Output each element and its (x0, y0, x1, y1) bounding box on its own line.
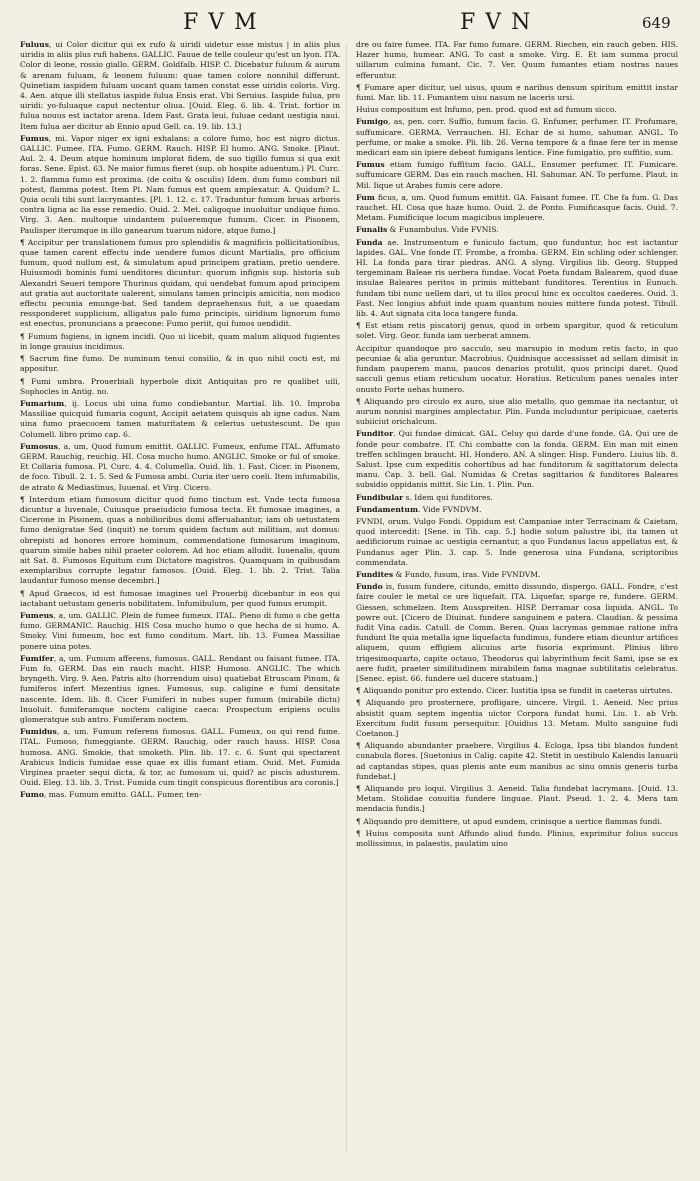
entry-lemma: Fundites (356, 569, 394, 579)
dictionary-entry (20, 727, 340, 788)
entry-text: , a, um. Fumum afferens, fumosus. GALL. Rendant ou faisant fumee. ITA. Fum fo. GERM. Das ein rauch macht. HISP. Humoso. ANGLIC. The which bryngeth. Virg. 9. Aen. Patris alto (horrendum uisu) quatiebat Etruscam Pinum, & fumiferos infert Mezentius ignes. Fumosus, sup. caligine e fumi densitate nascente. Idem. lib. 8. Cicer Fumiferi in nubes super fumum (mirabile dictu) Inuoluit. fumiferamque noctem caligine caeca: Prospectum eripiens oculis glomeratque sub antro. Fumiferam noctem. (20, 653, 340, 724)
entry-lemma: Fumidus (20, 727, 57, 737)
entry-text: ¶ Interdum etiam fumosum dicitur quod fumo tinctum est. Vnde tecta fumosa dicuntur a Iuvenale, Cuiusque praeiudicio fumosa tecta. Et fumosae imagines, a Cicerone in Pisonem, quas a nobilioribus domi afferuabantur, iam ob uetustatem fumo denigratae Sed (inquit) ne torum quidem factum aut militiam, aut domus: obrepisti ad honores errore hominum, commendatione fumosarum imaginum, quarum simile habes nihil praeter colorem. Ad hoc etiam alludit. Iuuenalis, quum ait Sat. 8. Fumosos Equitum cum Dictatore magistros. Quamquam in quibusdam exemplaribus corrupte legatur famosos. [Ouid. Eleg. 1. lib. 2. Trist. Talia laudantur fumoso mense decembri.] (20, 494, 340, 586)
entry-text: ¶ Fumare aper dicitur, uel uisus, quum e naribus densum spiritum emittit instar fumi. Mar. lib. 11. Fumantem uisu nasum ne laceris ursi. (356, 82, 678, 103)
running-header (0, 10, 700, 40)
entry-text: , a, um. GALLIC. Plein de fumee fumeux. ITAL. Pieno di fumo o che getta fumo. GERMANIC. Rauchig. HIS Cosa mucho humo o que hecha de si humo. A. Smoky. Vini fumeum, hoc est fumo conditum. Mart. lib. 13. Fumea Massiliae ponere uina potes. (20, 610, 340, 651)
dictionary-entry (356, 225, 678, 235)
entry-text: FVNDI, orum. Vulgo Fondi. Oppidum est Campaniae inter Terracinam & Caietam, quod intercedit: [Sene. in Tib. cap. 5.] hodie solum palustre ibi, ita tamen ut aedificiorum ruinae ac uestigia cernantur, a quo Fundanus lacus appellatus est, & Fundanus ager Plin. 3. cap. 5. Inde generosa uina Fundana, scriptoribus commendata. (356, 516, 678, 567)
entry-text: dre ou faire fumee. ITA. Far fumo fumare. GERM. Riechen, ein rauch geben. HIS. Hazer humo, humear. ANG. To cast a smoke. Virg. E. Et iam summa procul uillarum culmina fumant. Cic. 7. Ver. Quum fumantes etiam nostras naues efferuntur. (356, 40, 678, 80)
entry-text: ¶ Accipitur per translationem fumus pro splendidis & magnificis pollicitationibus, quae tamen carent effectu inde uendere fumos dicunt Martialis, pro officium fumum, quod nullum est, & simulatum apud principem gratiam, pretio uendere. Huiusmodi hominis fumi uenditores dicuntur: quorum infignis sup. historia sub Alexandri Seueri tempore Thurinus quidam, qui uendebat fumum apud principem aut gratia aut auctoritate ualerent, simulans tamen principis amicitia, non modico effectu pecunia emunge-bat. Sed tandem depraehensus fuit, a ue quaedam ressponderet supplicium, alligatus palo fumo principis, uiridium lignorum fumo est enectus, pronuncians a praecone: Fumo periit, qui fumos uendidit. (20, 237, 340, 329)
entry-text: ¶ Huius composita sunt Affundo aliud fundo. Plinius, exprimitur folius succus mollissimus, in palaestis, paulatim uino (356, 828, 678, 849)
dictionary-entry (20, 589, 340, 609)
entry-lemma: Fumus (356, 160, 385, 170)
dictionary-entry (356, 193, 678, 224)
entry-text: , a, um, Quod fumum emittit. GALLIC. Fumeux, enfume ITAL. Affumato GERM. Rauchig, reuchig. HI. Cosa mucho humo. ANGLIC. Smoke or ful of smoke. Et Collaria fumosa. Pl. Curc. 4. 4. Columella. Ouid. lib. 1. Fast. Cicer. in Pisonem, de foco. Tibull. 2. 1. 5. Sed & Fumosa ambi. Curia iter uero coeli. Item infumabilis, de atrato & Mediastinus, Iuuenal. et Virg. Cicero. (20, 441, 340, 492)
entry-text: is, fusum fundere, citundo, emitto dissundo, dispergo. GALL. Fondre, c'est faire couler le metal ce ure liquefait. ITA. Liquefar, sparge re, fundere. GERM. Giessen, schmelzen. Item Ausspreiten. HISP. Derramar cosa liquida. ANGL. To powre out. [Cicero de Diuinat. fundere sanguinem e patera. Claudian. & pessima fudit Vina cadis. Catull. de Comm. Beren. Quas lacrymas gemmae ratione infra fundunt Ite quia metalla igne liquefacta fundimus, fundere etiam dicuntur artifices aliquem, quum effigiem alicuius arte fusoria exprimunt. Plinius libro trigesimoquarto, capite octauo, Theodorus qui labyrinthum fecit Sami, ipse se ex aere fudit, praeter similitudinem mirabilem fama magnae subtilitatis celebratus. [Senec. epist. 66. fundere uel ducere statuam.] (356, 582, 678, 683)
entry-text: Huius compositum est Infumo, pen. prod. quod est ad fumum sicco. (356, 105, 617, 115)
entry-text: ¶ Fumi umbra. Prouerbiali hyperbole dixit Antiquitas pro re qualibet uili, Sophocles in Antig. no. (20, 376, 340, 396)
entry-lemma: Fumeus (20, 610, 54, 620)
entry-text: ¶ Apud Graecos, id est fumosae imagines uel Prouerbij dicebantur in eos qui iactabant uetustam generis nobilitatem. Infumibulum, per quod fumus erumpit. (20, 588, 340, 608)
entry-text: ¶ Aliquando pro loqui. Virgilius 3. Aeneid. Talia fundebat lacrymans. [Ouid. 13. Metam. Stolidae conuitia fundere linguae. Plaut. Pseud. 1. 2. 4. Mera tam mendacia fundis.] (356, 784, 678, 814)
entry-text: & Funambulus. Vide FVNIS. (387, 225, 499, 235)
entry-lemma: Fumosus (20, 441, 58, 451)
dictionary-entry (356, 117, 678, 158)
dictionary-entry (356, 321, 678, 341)
dictionary-entry (356, 698, 678, 739)
entry-lemma: Funalis (356, 225, 388, 235)
dictionary-entry (356, 784, 678, 815)
dictionary-entry (20, 790, 340, 800)
entry-lemma: Fumifer (20, 653, 54, 663)
entry-text: ¶ Fumum fugiens, in ignem incidi. Quo ui licebit, quam malum aliquod fugientes in longe grauius incidimus. (20, 331, 340, 351)
dictionary-entry (356, 493, 678, 503)
dictionary-entry (20, 332, 340, 352)
dictionary-entry (20, 40, 340, 132)
entry-text: , mi. Vapor niger ex igni exhalans: a colore fumo, hoc est nigro dictus. GALLIC. Fumee. ITA. Fumo. GERM. Rauch. HISP. El humo. ANG. Smoke. [Plaut. Aul. 2. 4. Deum atque hominum implorat fidem, de suo tigillo fumus si qua exit foras. Sene. Epist. 63. Ne maior fumus fieret (sup. ob hospite aduentum.) Pl. Curc. 1. 2. flamma fumo est proxima. (de coitu & osculis) Idem. dum fumo comburi nil potest, flamma potest. Item Pl. Nam fumus est quem amplexatur. A. Quidum? L. Quia oculi tibi sunt lacrymantes. [Pl. 1. 12. c. 17. Traduntur fumum bruas arboris contra ligna ac lia esse remedio. Ouid. 2. Met. caligoque inuoluitur undique fumo. Virg. 3. Aen. multoque uindantem pulueremque fumum. Cicer. in Pisonem, Paulisper iterumque in illo ganearum tuarum nidore, atque fumo.] (20, 133, 340, 235)
entry-text: s. Idem qui funditores. (403, 492, 493, 502)
dictionary-entry (356, 570, 678, 580)
dictionary-entry (20, 495, 340, 587)
dictionary-entry (20, 442, 340, 493)
entry-lemma: Fumarium (20, 398, 65, 408)
dictionary-entry (356, 344, 678, 395)
entry-lemma: Fundibular (356, 492, 404, 502)
entry-text: ae. Instrumentum e funiculo factum, quo funduntur, hoc est iactantur lapides. GAL. Vne fonde IT. Frombe, a fromba. GERM. Ein schling oder schlenger. HI. La fonda para tirar piedras. ANG. A slyng. Virgilius lib. Georg. Stupped tergeminam Baleae ris uerbera fundae. Vocat Poeta fundam Balearem, quod duae insulae Baleares peritos in primis mittebant funditores. Terentius in Eunuch. fundam tibi nunc uellem dari, ut tu illos procul hinc ex occultos caederes. Ouid. 3. Fast. Nec longius abfuit inde quam quantum nouies mittere funda potest. Tibull. lib. 4. Aut signata cita loca tangere funda. (356, 237, 678, 319)
column-gutter (346, 44, 347, 1152)
entry-text: , as, pen. corr. Suffio, fumum facio. G. Enfumer, perfumer. IT. Profumare, suffumicare. GERMA. Verrauchen. HI. Echar de si humo, sahumar. ANGL. To perfume, or make a smoke. Pli. lib. 26. Verna tempore & a finae fere ter in mense medicari eam sin ipiere debeat fumigans lentice. Fine fumigatio, pro suffitio, sum. (356, 117, 678, 158)
dictionary-entry (356, 83, 678, 103)
entry-lemma: Fum (356, 192, 375, 202)
page-number: 649 (642, 14, 671, 32)
entry-lemma: Fundo (356, 582, 383, 592)
entry-lemma: Fundamentum (356, 504, 418, 514)
entry-text: Accipitur quandoque pro sacculo, seu marsupio in modum retis facto, in quo pecuniae & alia geruntur. Macrobius. Quidnisque accessisset ad sellam dimisit in fundam pauperem manu, paucos denarios protulit, quos principi daret. Quod sacculi genus etiam reticulum uocatur. Horatius. Reticulum panes uenales inter onusto Forte uehas humero. (356, 343, 678, 394)
dictionary-entry (356, 397, 678, 428)
dictionary-entry (20, 611, 340, 652)
dictionary-entry (356, 582, 678, 684)
entry-text: , ij. Locus ubi uina fumo condiebantur. Martial. lib. 10. Improba Massiliae quicquid fumaria cogunt, Accipit aetatem quisquis ab igne cadus. Nam uina fumo praecocem tamen maturitatem & celerius uetustescunt. De quo Columell. libro primo cap. 6. (20, 398, 340, 439)
entry-lemma: Fuluus (20, 40, 49, 49)
dictionary-entry (356, 105, 678, 115)
left-column (20, 40, 340, 803)
entry-lemma: Funditor (356, 429, 394, 439)
dictionary-entry (356, 160, 678, 191)
entry-text: ¶ Aliquando ponitur pro extendo. Cicer. Iustitia ipsa se fundit in caeteras uirtutes. (356, 686, 673, 696)
entry-text: ¶ Aliquando pro circulo ex auro, siue alio metallo, quo gemmae ita nectantur, ut aurum nonnisi margines amplectatur. Plin. Funda includuntur peripicuae, caeteris subiiciut orichalcum. (356, 396, 678, 427)
entry-text: ¶ Aliquando pro prosternere, profligare, uincere. Virgil. 1. Aeneid. Nec prius absistit quam septem ingentia uictor Corpora fundat humi. Liu. 1. ab Vrb. Exercitum fudit fusum persequitur. [Ouidius 13. Metam. Multo sanguine fudi Coetanon.] (356, 698, 678, 738)
entry-text: . Vide FVNDVM. (417, 504, 482, 514)
entry-text: ¶ Aliquando abundanter praebere. Virgilius 4. Ecloga, Ipsa tibi blandos fundent cunabula flores. [Suetonius in Calig. capite 42. Stetit in uestibulo Kalendis Ianuarii ad captandas stipes, quas plenis ante eum manibus ac sinu omnis generis turba fundebat.] (356, 741, 678, 781)
right-column (356, 40, 678, 851)
dictionary-entry (356, 40, 678, 81)
entry-text: ¶ Aliquando pro demittere, ut apud eundem, crinisque a uertice flammas fundi. (356, 816, 663, 826)
entry-text: , mas. Fumum emitto. GALL. Fumer, ten- (43, 790, 202, 800)
entry-text: & Fundo, fusum, iras. Vide FVNDVM. (393, 569, 541, 579)
dictionary-entry (356, 238, 678, 320)
dictionary-entry (356, 686, 678, 696)
entry-text: , a, um. Fumum referens fumosus. GALL. Fumeux, ou qui rend fume. ITAL. Fumoso, fumeggiante. GERM. Rauchig, oder rauch hauss. HISP. Cosa humosa. ANG. Smokie, that smoketh. Plin. lib. 17. c. 6. Sunt qui spectarent Arabicus Indicis fumidae esse quae ex illis fumant etiam. Ouid. Met. Fumida Virginea praeter sequi dicta, & tor, ac fumosum ui, quid? ac piscis adusturem. Ouid. Eleg. 13. lib. 3. Trist. Fumida cum tingit conspicuus florentibus ara coronis.] (20, 727, 340, 788)
dictionary-entry (20, 238, 340, 330)
dictionary-entry (20, 399, 340, 440)
dictionary-entry (20, 654, 340, 725)
header-left: FVM (183, 10, 267, 35)
entry-lemma: Fumigo (356, 117, 389, 127)
dictionary-entry (20, 134, 340, 236)
dictionary-entry (356, 517, 678, 568)
dictionary-entry (20, 377, 340, 397)
entry-lemma: Fumus (20, 133, 49, 143)
entry-text: ¶ Sacrum fine fumo. De numinum tenui consilio, & in quo nihil cocti est, mi appositur. (20, 354, 340, 374)
dictionary-entry (356, 429, 678, 490)
dictionary-entry (20, 354, 340, 374)
entry-text: . Qui fundae dimicat. GAL. Celuy qui darde d'une fonde. GA. Qui ure de fonde pour combatre. IT. Chi combatte con la fonda. GERM. Ein man mit einen treffen schlingen braucht. HI. Hondero. AN. A slinger. Hisp. Fundero. Liuius lib. 8. Salust. Ipse cum expeditis cohortibus ad hac funditorum & sagittatorum delecta manu. Cap. 3. bell. Gal. Numidas & Cretas sagittarios & funditores Baleares subsidio oppidanis mittit. Sic Lin. 1. Plin. Pun. (356, 429, 678, 490)
dictionary-entry (356, 741, 678, 782)
entry-text: ¶ Est etiam retis piscatorij genus, quod in orbem spargitur, quod & reticulum solet. Virg. Geor. funda iam uerberat amnem. (356, 321, 678, 341)
entry-lemma: Funda (356, 237, 383, 247)
dictionary-entry (356, 505, 678, 515)
header-right: FVN (460, 10, 541, 35)
dictionary-entry (356, 829, 678, 849)
entry-text: ficus, a, um. Quod fumum emittit. GA. Faisant fumee. IT. Che fa fum. G. Das rauchet. HI. Cosa que haze humo. Ouid. 2. de Ponto. Fumificasque facis. Ouid. 7. Metam. Fumificique locum magicibus impleuere. (356, 192, 678, 223)
entry-lemma: Fumo (20, 790, 44, 800)
entry-text: , ui Color dicitur qui ex rufo & uiridi uidetur esse mistus | in aliis plus uiridis in aliis plus rufi habens. GALLIC. Fauue de telle couleur qu'est un lyon. ITA. Color di leone, rossio giallo. GERM. Goldfalb. HISP. C. Dicebatur fuluum & aurum & arenam fuluam, & leonem fuluum: quae tamen colore nonnihil differunt. Quinetiam iaspidem fuluam uocant quam tamen constat esse uiridis coloris. Virg. 4. Aen. atque illi stellatus iaspide fulua Ensis erat. Vbi Seruius. Iaspide fulua, pro uiridi: yo-fuluaque caput nectentur oliua. [Ouid. Eleg. 6. lib. 4. Trist. fortior in fulua nouus est iactator arena. Idem Fast. Grata leui, fuluae cedant uestigia naui. Item fulua aer dicitur ab Ennio apud Gell. ca. 19. lib. 13.] (20, 40, 340, 131)
dictionary-entry (356, 817, 678, 827)
entry-text: etiam fumigo fuffitum facio. GALL. Ensumer perfumer. IT. Fumicare. suffumicare GERM. Das ein rauch machen. HI. Sahumar. AN. To perfume. Plaut. in Mil. Iique ut Arabes fumis cere adore. (356, 160, 678, 190)
